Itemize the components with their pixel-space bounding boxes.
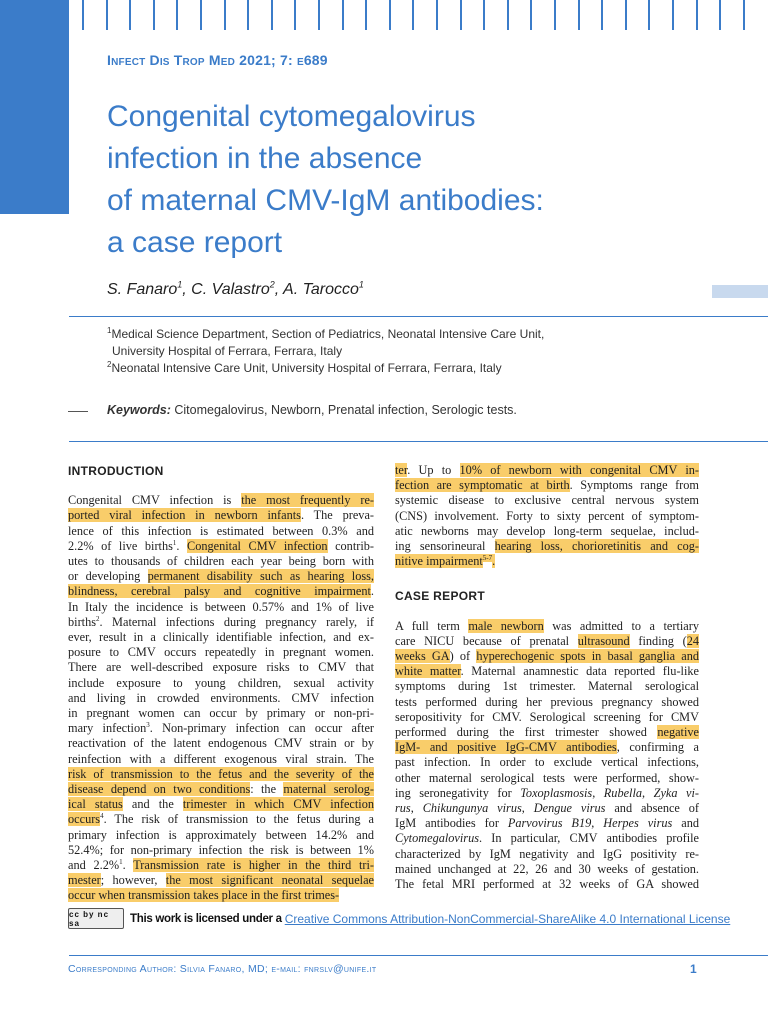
text-segment: seropositivity for CMV. Serological screening for CMV [395, 709, 699, 724]
right-column [395, 463, 699, 892]
text-segment: In Italy the incidence is between 0.57% and 1% of live [68, 599, 374, 614]
text-segment: mary infection [68, 721, 147, 736]
affiliation-text: Medical Science Department, Section of Pediatrics, Neonatal Intensive Care Unit, [111, 327, 545, 341]
text-segment: Toxoplasmosis [520, 785, 593, 800]
decorative-tick [342, 0, 344, 30]
text-segment: reinfection with a different exogenous viral strain. The [68, 751, 374, 766]
text-line [68, 858, 374, 873]
text-line [68, 873, 374, 888]
text-segment: ; however, [100, 873, 166, 888]
keywords-text: Citomegalovirus, Newborn, Prenatal infection, Serologic tests. [170, 403, 517, 417]
text-segment: past infection. In order to exclude vertical infections, [395, 755, 699, 770]
text-segment: Chikungunya virus [422, 801, 522, 816]
title-line: Congenital cytomegalovirus [107, 100, 476, 133]
text-line [68, 660, 374, 675]
license-bar [68, 908, 730, 929]
text-segment: characterized by IgM negativity and IgG positivity re- [395, 846, 699, 861]
text-segment: Zyka vi- [653, 785, 699, 800]
highlighted-text: ter [395, 463, 408, 477]
text-line [68, 600, 374, 615]
text-segment: contrib- [327, 538, 375, 553]
affiliations [107, 326, 544, 377]
decorative-tick [578, 0, 580, 30]
keywords-label: Keywords: [107, 403, 171, 417]
text-segment: or developing [68, 569, 148, 584]
text-segment: ing seronegativity for [395, 785, 521, 800]
decorative-tick [82, 0, 84, 30]
highlighted-text: Transmission rate is higher in the third tri- [133, 858, 375, 873]
text-segment: mained unchanged at 22, 26 and 30 weeks of gestation. [395, 861, 699, 876]
introduction-continued [395, 463, 699, 569]
text-line [68, 888, 374, 903]
text-segment: reactivation of the latent endogenous CMV strain or by [68, 736, 374, 751]
highlighted-text: occur when transmission takes place in the first trimes- [68, 888, 340, 903]
decorative-tick [554, 0, 556, 30]
text-segment: . Symptoms range from [569, 478, 699, 493]
case-report-body [395, 619, 699, 893]
title-line: a case report [107, 226, 283, 259]
text-segment: ever, result in a clinically identifiable infection, and ex- [68, 630, 374, 645]
text-segment: 4 [100, 812, 104, 821]
decorative-right-accent [712, 285, 768, 298]
decorative-tick [294, 0, 296, 30]
decorative-tick [625, 0, 627, 30]
highlighted-text: Congenital CMV infection [187, 538, 328, 553]
highlighted-text: ultrasound [577, 633, 630, 648]
corresponding-author: Corresponding Author: Silvia Fanaro, MD; e-mail: fnrslv@unife.it [68, 963, 377, 975]
text-segment: A full term [395, 618, 469, 633]
decorative-tick [247, 0, 249, 30]
text-line [68, 721, 374, 736]
text-segment: and the [122, 797, 183, 812]
highlighted-text: male newborn [468, 618, 544, 633]
text-segment: There are well-described exposure risks to CMV that [68, 660, 374, 675]
text-segment: . Maternal anamnestic data reported flu-like [460, 664, 699, 679]
highlighted-text: occurs [68, 812, 101, 827]
text-segment: systemic disease to exclusive central nervous system [395, 493, 699, 508]
text-segment: Herpes virus [603, 816, 673, 831]
text-segment: rus [395, 801, 411, 816]
text-segment: Cytomegalovirus [395, 831, 480, 846]
decorative-tick [271, 0, 273, 30]
text-line [68, 843, 374, 858]
decorative-blue-block [0, 0, 69, 214]
highlighted-text: IgM- and positive IgG-CMV antibodies [395, 740, 617, 755]
text-segment: (CNS) involvement. Forty to sixty percent of symptom- [395, 508, 699, 523]
highlighted-text: hearing loss, chorioretinitis and cog- [494, 539, 699, 554]
text-line [395, 740, 699, 755]
text-line [68, 569, 374, 584]
highlighted-text: maternal serolog- [283, 782, 375, 797]
title-line: of maternal CMV-IgM antibodies: [107, 184, 544, 217]
text-segment: . [122, 858, 134, 873]
text-segment: IgM antibodies for [395, 816, 508, 831]
journal-citation: Infect Dis Trop Med 2021; 7: e689 [107, 52, 328, 68]
highlighted-text: hyperechogenic spots in basal ganglia and [476, 649, 699, 664]
text-line [68, 524, 374, 539]
text-line [68, 493, 374, 508]
text-line [68, 676, 374, 691]
text-segment: , confirming a [616, 740, 699, 755]
section-heading-case-report: CASE REPORT [395, 589, 485, 604]
text-line [68, 615, 374, 630]
text-segment: and absence of [605, 801, 700, 816]
text-segment: 1 [119, 857, 123, 866]
text-line [68, 752, 374, 767]
text-line [395, 524, 699, 539]
text-segment: and 2.2% [68, 858, 120, 873]
text-line [395, 493, 699, 508]
text-line [395, 649, 699, 664]
text-line [68, 645, 374, 660]
text-segment: tests performed during her previous pregnancy showed [395, 694, 699, 709]
highlighted-text: the most significant neonatal sequelae [165, 873, 374, 888]
text-segment: care NICU because of prenatal [395, 633, 578, 648]
text-segment: 52.4%; for non-primary infection the risk is between 1% [68, 842, 374, 857]
highlighted-text: . [492, 554, 496, 569]
text-segment: and living in crowded environments. CMV infection [68, 690, 374, 705]
text-segment: 2 [96, 614, 100, 623]
decorative-tick [601, 0, 603, 30]
text-segment: ) of [449, 649, 477, 664]
text-segment: in pregnant women can occur by primary or non-pri- [68, 706, 374, 721]
decorative-tick [412, 0, 414, 30]
keywords-dash [68, 411, 88, 412]
decorative-tick [318, 0, 320, 30]
text-line [395, 771, 699, 786]
decorative-tick [224, 0, 226, 30]
decorative-tick [672, 0, 674, 30]
author-name: S. Fanaro [107, 281, 178, 298]
text-segment: The fetal MRI performed at 32 weeks of GA showed [395, 877, 699, 892]
text-segment: : the [250, 782, 284, 797]
text-segment: , [642, 785, 654, 800]
article-title [107, 96, 707, 264]
text-segment: , [591, 816, 604, 831]
text-segment: . [370, 584, 374, 599]
affiliation-number: 2 [107, 360, 112, 369]
decorative-tick [460, 0, 462, 30]
text-line [395, 801, 699, 816]
text-line [395, 679, 699, 694]
text-line [68, 828, 374, 843]
text-segment: . The preva- [300, 508, 374, 523]
text-segment: finding ( [629, 633, 687, 648]
author-name: C. Valastro [191, 281, 270, 298]
text-line [68, 736, 374, 751]
highlighted-text: permanent disability such as hearing loss, [147, 569, 374, 584]
decorative-tick [365, 0, 367, 30]
text-segment: , [410, 801, 423, 816]
text-line [395, 847, 699, 862]
text-segment: primary infection is approximately between 14.2% and [68, 827, 374, 842]
text-line [395, 539, 699, 554]
text-segment: . Maternal infections during pregnancy rarely, if [99, 614, 374, 629]
title-line: infection in the absence [107, 142, 423, 175]
highlighted-text: the most frequently re- [241, 493, 374, 508]
text-segment: . The risk of transmission to the fetus during a [103, 812, 374, 827]
decorative-tick [507, 0, 509, 30]
page-number: 1 [690, 962, 697, 976]
text-segment: births [68, 614, 97, 629]
text-segment: utes to thousands of children each year being born with [68, 554, 374, 569]
decorative-tick [719, 0, 721, 30]
text-segment: . Up to [407, 463, 460, 477]
author-affiliation-mark: 1 [358, 279, 364, 290]
text-line [395, 725, 699, 740]
text-line [395, 554, 699, 569]
text-segment: 3 [146, 721, 150, 730]
highlighted-text: white matter [395, 664, 461, 679]
decorative-tick [436, 0, 438, 30]
divider-line [69, 441, 768, 442]
license-link[interactable]: Creative Commons Attribution-NonCommercial-ShareAlike 4.0 International License [284, 911, 731, 926]
text-segment: , [521, 801, 534, 816]
decorative-tick [743, 0, 745, 30]
text-segment: . In particular, CMV antibodies profile [479, 831, 699, 846]
text-segment: Congenital CMV infection is [68, 493, 242, 508]
text-line [68, 630, 374, 645]
text-line [68, 539, 374, 554]
highlighted-text: trimester in which CMV infection [182, 797, 374, 812]
left-column [68, 464, 374, 904]
text-segment: atic newborns may develop long-term sequelae, includ- [395, 523, 699, 538]
text-line [68, 767, 374, 782]
text-segment: ing sensorineural [395, 539, 495, 554]
cc-license-badge: cc by nc sa [68, 908, 124, 929]
text-segment: lence of this infection is estimated between 0.3% and [68, 523, 374, 538]
text-segment: symptoms during 1st trimester. Maternal serological [395, 679, 699, 694]
keywords [107, 403, 517, 417]
author-separator: , [274, 281, 284, 298]
text-line [395, 509, 699, 524]
author-name: A. Tarocco [283, 281, 359, 298]
text-line [68, 554, 374, 569]
decorative-tick [153, 0, 155, 30]
decorative-tick [129, 0, 131, 30]
text-line [395, 862, 699, 877]
highlighted-text: weeks GA [395, 649, 450, 664]
author-list [107, 281, 364, 299]
text-line [395, 710, 699, 725]
text-line [395, 478, 699, 493]
divider-line [69, 955, 768, 956]
text-line [68, 691, 374, 706]
highlighted-text: ported viral infection in newborn infants [68, 508, 301, 523]
highlighted-text: ical status [68, 797, 123, 812]
text-segment: Dengue virus [533, 801, 606, 816]
author-affiliation-mark: 2 [269, 279, 275, 290]
affiliation-number: 1 [107, 326, 112, 335]
text-segment: 1 [172, 538, 177, 547]
text-segment: include exposure to young children, sexual activity [68, 675, 374, 690]
highlighted-text: blindness, cerebral palsy and cognitive impairment [68, 584, 371, 599]
text-line [395, 619, 699, 634]
decorative-tick [176, 0, 178, 30]
highlighted-text: disease depend on two conditions [68, 782, 251, 797]
highlighted-text: 10% of newborn with congenital CMV in- [459, 463, 699, 477]
affiliation-text: University Hospital of Ferrara, Ferrara, Italy [112, 344, 343, 358]
text-segment: performed during the first trimester showed [395, 725, 658, 740]
highlighted-text: fection are symptomatic at birth [395, 478, 570, 493]
decorative-tick [648, 0, 650, 30]
text-line [68, 797, 374, 812]
text-line [395, 634, 699, 649]
decorative-tick-bar [82, 0, 768, 30]
text-line [395, 755, 699, 770]
license-text: This work is licensed under a [130, 912, 282, 925]
highlighted-text: negative [657, 725, 699, 740]
decorative-tick [389, 0, 391, 30]
text-line [68, 782, 374, 797]
text-line [395, 816, 699, 831]
text-segment: posure to CMV occurs repeatedly in pregnant women. [68, 645, 374, 660]
decorative-tick [530, 0, 532, 30]
divider-line [69, 316, 768, 317]
text-segment: . Non-primary infection can occur after [149, 721, 374, 736]
text-segment: was admitted to a tertiary [543, 618, 699, 633]
section-heading-introduction: INTRODUCTION [68, 464, 164, 478]
author-separator: , [182, 281, 192, 298]
decorative-tick [106, 0, 108, 30]
text-line [395, 664, 699, 679]
author-affiliation-mark: 1 [177, 279, 183, 290]
highlighted-text: 24 [686, 633, 700, 648]
text-segment: . [176, 538, 188, 553]
introduction-body [68, 493, 374, 903]
text-line [68, 584, 374, 599]
highlighted-text: mester [68, 873, 101, 888]
decorative-tick [696, 0, 698, 30]
affiliation-text: Neonatal Intensive Care Unit, University Hospital of Ferrara, Ferrara, Italy [111, 361, 502, 375]
highlighted-text: risk of transmission to the fetus and the severity of the [68, 766, 374, 781]
text-line [68, 508, 374, 523]
text-segment: 2.2% of live births [68, 538, 173, 553]
decorative-tick [200, 0, 202, 30]
decorative-tick [483, 0, 485, 30]
text-segment: and [672, 816, 699, 831]
text-segment: Parvovirus B19 [507, 816, 592, 831]
text-segment: Rubella [603, 785, 643, 800]
text-line [395, 695, 699, 710]
highlighted-text: nitive impairment [395, 554, 483, 569]
text-segment: , [592, 785, 604, 800]
text-line [395, 786, 699, 801]
text-line [68, 812, 374, 827]
text-line [395, 877, 699, 892]
text-line [68, 706, 374, 721]
text-line [395, 831, 699, 846]
text-segment: other maternal serological tests were performed, show- [395, 770, 699, 785]
text-line [395, 463, 699, 478]
highlighted-text: 5-7 [482, 554, 493, 563]
